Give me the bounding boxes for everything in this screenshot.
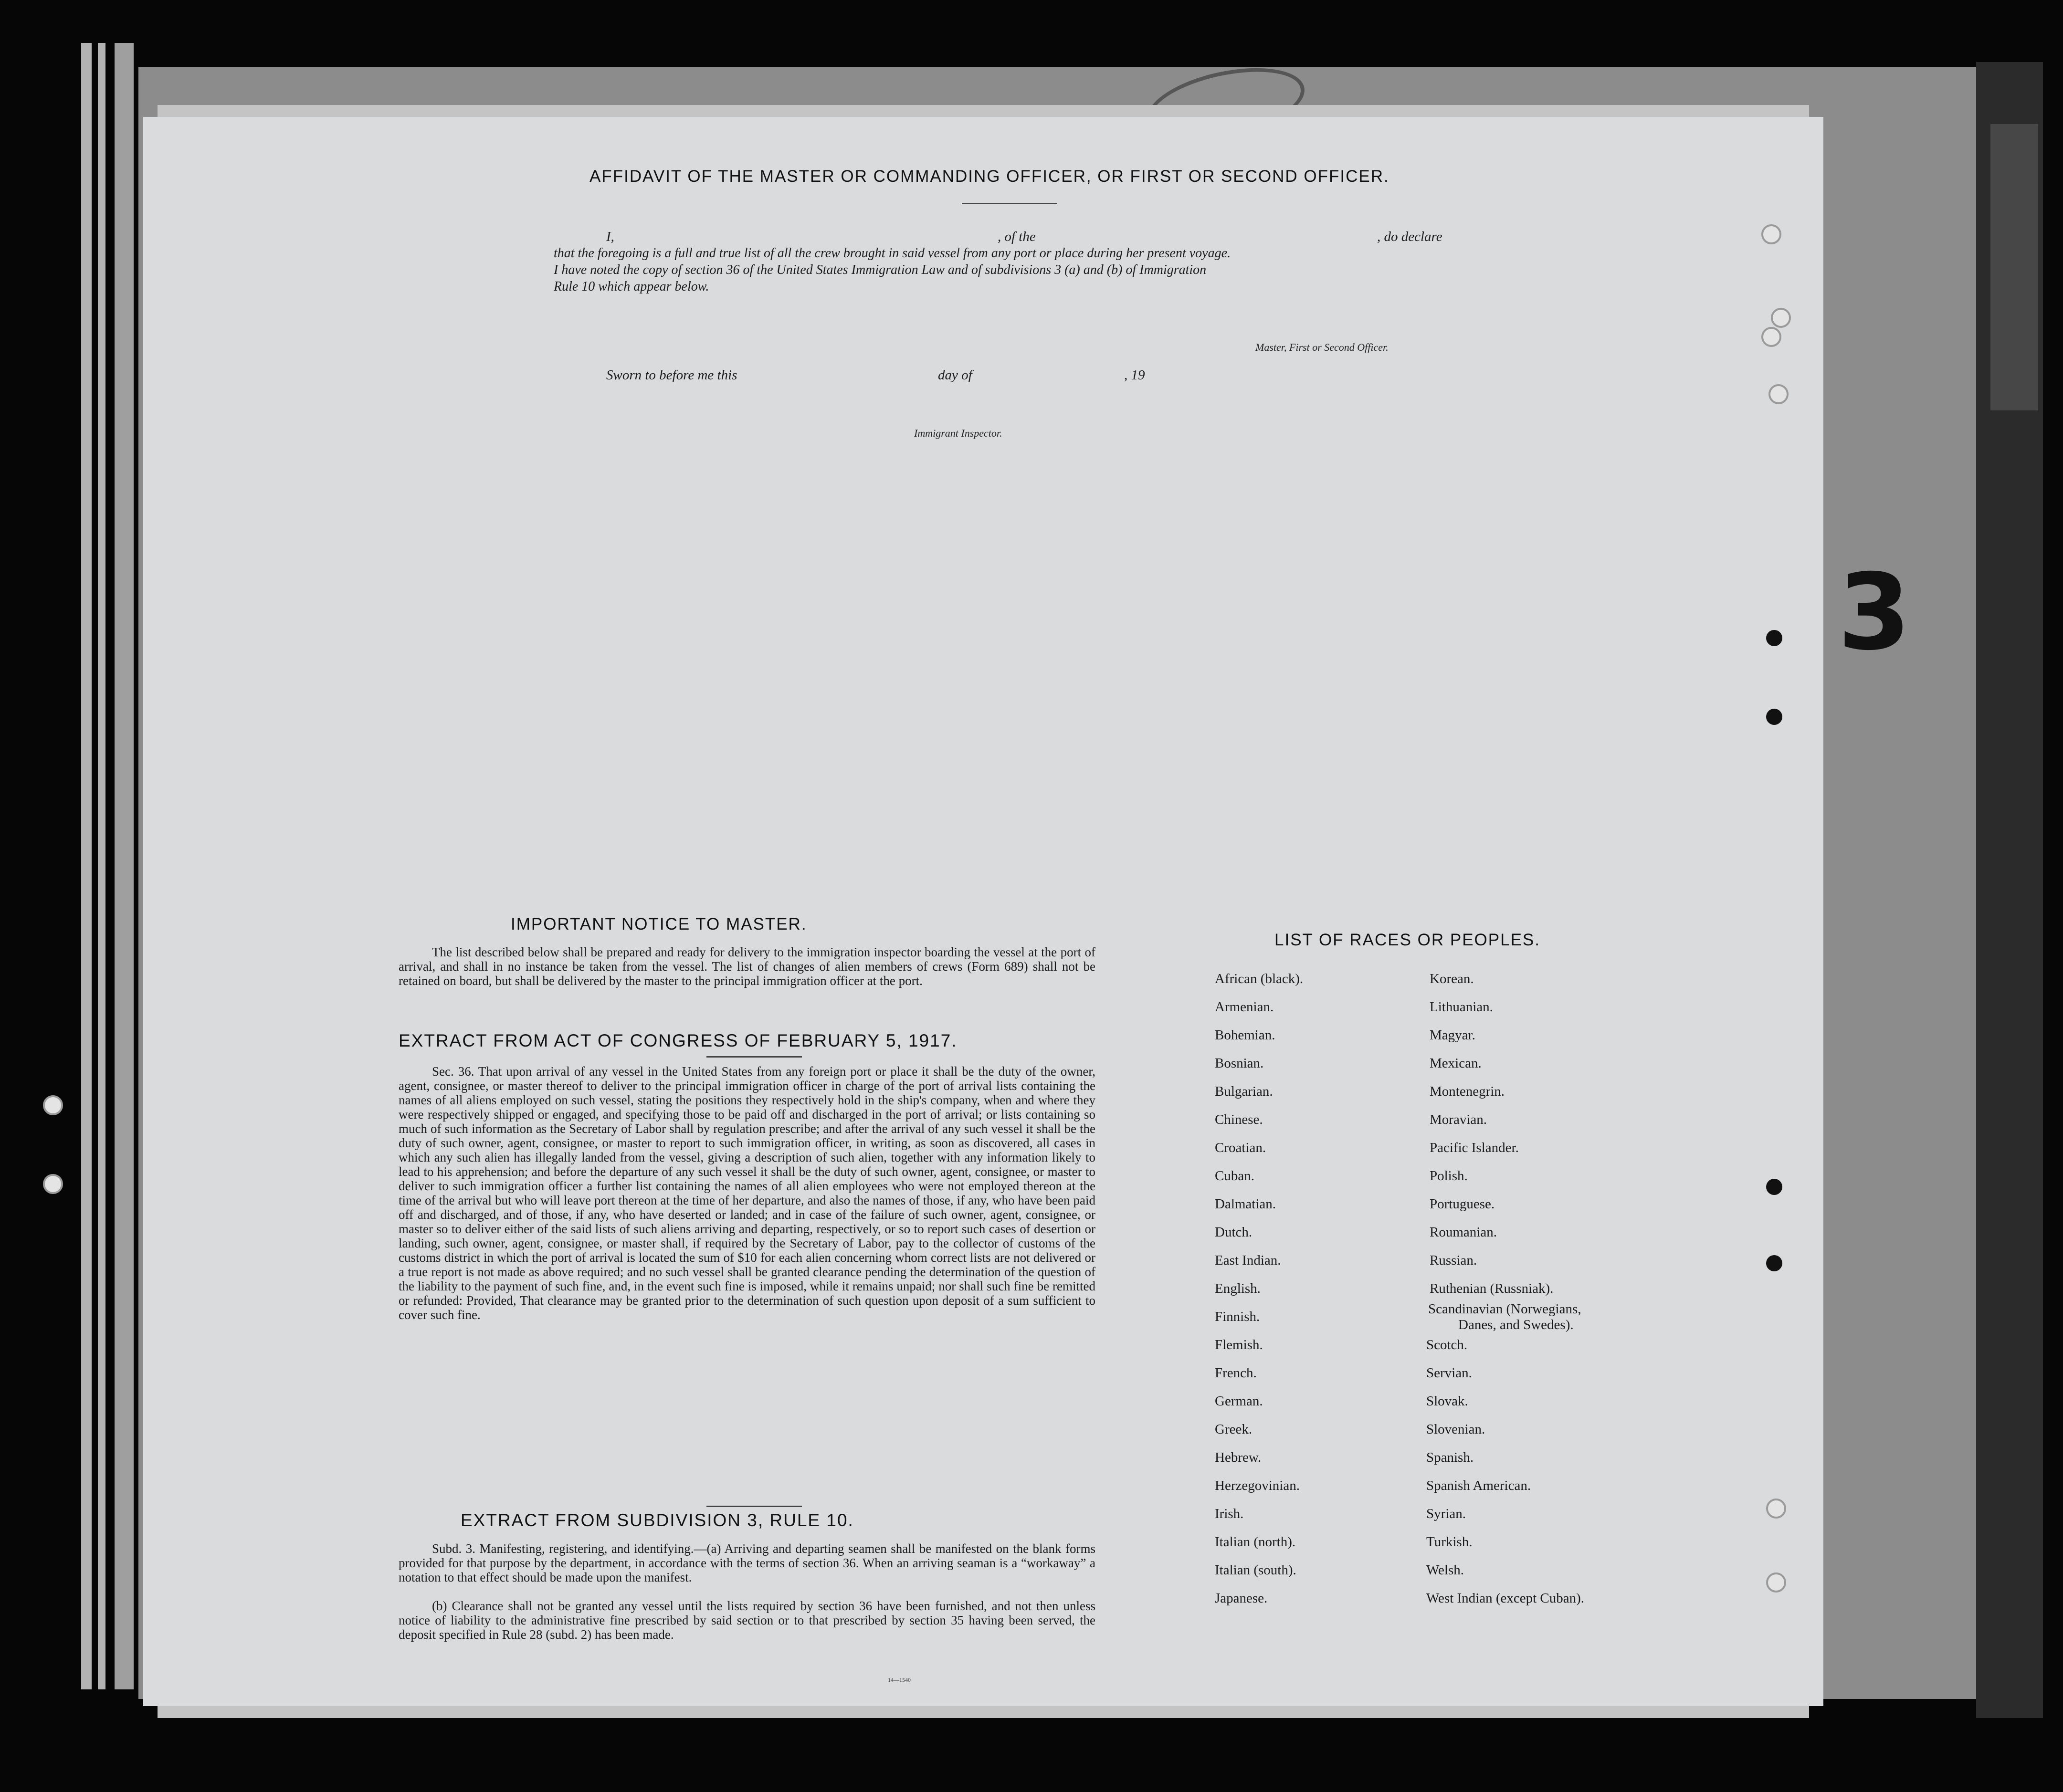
affidavit-title: AFFIDAVIT OF THE MASTER OR COMMANDING OFFICER, OR FIRST OR SECOND OFFICER. [589, 167, 1389, 186]
race-item: Slovenian. [1426, 1422, 1485, 1437]
sworn-text: Sworn to before me this [606, 367, 737, 383]
affidavit-declare: , do declare [1377, 229, 1442, 244]
race-item: Russian. [1430, 1253, 1477, 1268]
race-item: Greek. [1215, 1422, 1253, 1437]
race-item: Finnish. [1215, 1309, 1260, 1324]
race-item: Korean. [1430, 971, 1474, 986]
notice-title: IMPORTANT NOTICE TO MASTER. [511, 915, 807, 933]
race-item: English. [1215, 1281, 1261, 1296]
race-item: Syrian. [1426, 1506, 1466, 1521]
punch-hole [43, 1174, 63, 1194]
punch-hole [1771, 308, 1791, 328]
divider [962, 203, 1057, 204]
race-item: Lithuanian. [1430, 999, 1493, 1015]
punch-hole [1766, 1572, 1786, 1593]
race-item: Scandinavian (Norwegians, [1428, 1301, 1581, 1317]
race-item: French. [1215, 1365, 1257, 1381]
punch-hole [1766, 1179, 1782, 1195]
punch-hole [1761, 224, 1781, 244]
divider [706, 1506, 802, 1507]
race-item: Flemish. [1215, 1337, 1263, 1352]
race-item: Scotch. [1426, 1337, 1468, 1352]
binder-edge [98, 43, 105, 1689]
race-item: Montenegrin. [1430, 1084, 1505, 1099]
race-item: East Indian. [1215, 1253, 1281, 1268]
race-item: Italian (south). [1215, 1562, 1296, 1578]
race-item: Pacific Islander. [1430, 1140, 1519, 1155]
race-item: West Indian (except Cuban). [1426, 1591, 1585, 1606]
race-item: Japanese. [1215, 1591, 1268, 1606]
race-item: Croatian. [1215, 1140, 1266, 1155]
race-item: Bosnian. [1215, 1056, 1264, 1071]
form-number: 14—1540 [888, 1677, 911, 1683]
affidavit-of-the: , of the [998, 229, 1036, 244]
punch-hole [1766, 709, 1782, 725]
race-item: Dalmatian. [1215, 1196, 1276, 1212]
race-item: Polish. [1430, 1168, 1468, 1184]
race-item: Welsh. [1426, 1562, 1464, 1578]
act-extract-text: Sec. 36. That upon arrival of any vessel in the United States from any foreign port or place it shall be the duty of the owner, agent, consignee, or master thereof to deliver to the principal immigration officer in charge of the port of arrival lists containing the names of all aliens employed on such vessel, stating the positions they respectively hold in the ship's company, when and where they were respectively shipped or engaged, and specifying those to be paid off and discharged in the port of arrival; or lists containing so much of such information as the Secretary of Labor shall by regulation prescribe; and after the arrival of any such vessel it shall be the duty of such owner, agent, consignee, or master to report to such immigration officer, in writing, as soon as discovered, all cases in which any such alien has illegally landed from the vessel, giving a description of such alien, together with any information likely to lead to his apprehension; and before the departure of any such vessel it shall be the duty of such owner, agent, consignee, or master to deliver to such immigration officer a further list containing the names of all alien employees who were not employed thereon at the time of the arrival but who will leave port thereon at the time of her departure, and also the names of those, if any, who have been paid off and discharged, and of those, if any, who have deserted or landed; and in case of the failure of such owner, agent, consignee, or master so to deliver either of the said lists of such aliens arriving and departing, respectively, or so to report such cases of desertion or landing, such owner, agent, consignee, or master shall, if required by the Secretary of Labor, pay to the collector of customs of the customs district in which the port of arrival is located the sum of $10 for each alien concerning whom correct lists are not delivered or a true report is not made as above required; and no such vessel shall be granted clearance pending the determination of the question of the liability to the payment of such fine, and, in the event such fine is imposed, while it remains unpaid; nor shall such fine be remitted or refunded: Provided, That clearance may be granted prior to the determination of such question upon deposit of a sum sufficient to cover such fine. [399, 1064, 1095, 1322]
punch-hole [1766, 1255, 1782, 1271]
binder-edge [81, 43, 92, 1689]
race-item: German. [1215, 1394, 1263, 1409]
race-item: Turkish. [1426, 1534, 1473, 1550]
race-item: Moravian. [1430, 1112, 1487, 1127]
affidavit-i: I, [606, 229, 614, 244]
punch-hole [1766, 630, 1782, 646]
edge-smudge [1990, 124, 2038, 410]
race-item: Chinese. [1215, 1112, 1263, 1127]
handwritten-number: 3 [1838, 551, 1911, 673]
punch-hole [43, 1095, 63, 1115]
punch-hole [1761, 327, 1781, 347]
race-item: Mexican. [1430, 1056, 1482, 1071]
race-item: African (black). [1215, 971, 1304, 986]
notice-text: The list described below shall be prepared and ready for delivery to the immigration inspector boarding the vessel at the port of arrival, and shall in no instance be taken from the vessel. The list of changes of alien members of crews (Form 689) shall not be retained on board, but shall be delivered by the master to the principal immigration officer at the port. [399, 945, 1095, 988]
year-prefix: , 19 [1124, 367, 1145, 383]
race-item: Herzegovinian. [1215, 1478, 1300, 1493]
affidavit-line: that the foregoing is a full and true list of all the crew brought in said vessel from any port or place during her present voyage. [554, 246, 1231, 261]
race-item: Bohemian. [1215, 1027, 1275, 1043]
signature-caption: Master, First or Second Officer. [1255, 341, 1389, 353]
inspector-caption: Immigrant Inspector. [914, 427, 1002, 439]
affidavit-line: Rule 10 which appear below. [554, 279, 709, 294]
race-item: Danes, and Swedes). [1458, 1317, 1574, 1332]
race-item: Armenian. [1215, 999, 1274, 1015]
race-item: Spanish. [1426, 1450, 1474, 1465]
affidavit-line: I have noted the copy of section 36 of the United States Immigration Law and of subdivisions 3 (a) and (b) of Immigration [554, 262, 1207, 277]
race-item: Slovak. [1426, 1394, 1468, 1409]
divider [706, 1056, 802, 1058]
act-extract-title: EXTRACT FROM ACT OF CONGRESS OF FEBRUARY 5, 1917. [399, 1031, 958, 1050]
races-title: LIST OF RACES OR PEOPLES. [1274, 931, 1541, 949]
document-page [143, 117, 1911, 1706]
race-item: Magyar. [1430, 1027, 1475, 1043]
rule-extract-text-b: (b) Clearance shall not be granted any vessel until the lists required by section 36 have been furnished, and not then unless notice of liability to the administrative fine prescribed by said section or to that prescribed by section 35 having been served, the deposit specified in Rule 28 (subd. 2) has been made. [399, 1599, 1095, 1642]
race-item: Servian. [1426, 1365, 1472, 1381]
binder-edge [115, 43, 134, 1689]
race-item: Spanish American. [1426, 1478, 1531, 1493]
rule-extract-text-a: Subd. 3. Manifesting, registering, and identifying.—(a) Arriving and departing seamen shall be manifested on the blank forms provided for that purpose by the department, in accordance with the terms of section 36. When an arriving seaman is a “workaway” a notation to that effect should be made upon the manifest. [399, 1541, 1095, 1584]
race-item: Roumanian. [1430, 1225, 1497, 1240]
punch-hole [1766, 1499, 1786, 1519]
punch-hole [1768, 384, 1789, 404]
race-item: Italian (north). [1215, 1534, 1296, 1550]
race-item: Hebrew. [1215, 1450, 1262, 1465]
race-item: Portuguese. [1430, 1196, 1495, 1212]
race-item: Bulgarian. [1215, 1084, 1273, 1099]
race-item: Irish. [1215, 1506, 1244, 1521]
race-item: Dutch. [1215, 1225, 1253, 1240]
rule-extract-title: EXTRACT FROM SUBDIVISION 3, RULE 10. [461, 1510, 854, 1530]
race-item: Ruthenian (Russniak). [1430, 1281, 1554, 1296]
day-of: day of [938, 367, 972, 383]
race-item: Cuban. [1215, 1168, 1254, 1184]
